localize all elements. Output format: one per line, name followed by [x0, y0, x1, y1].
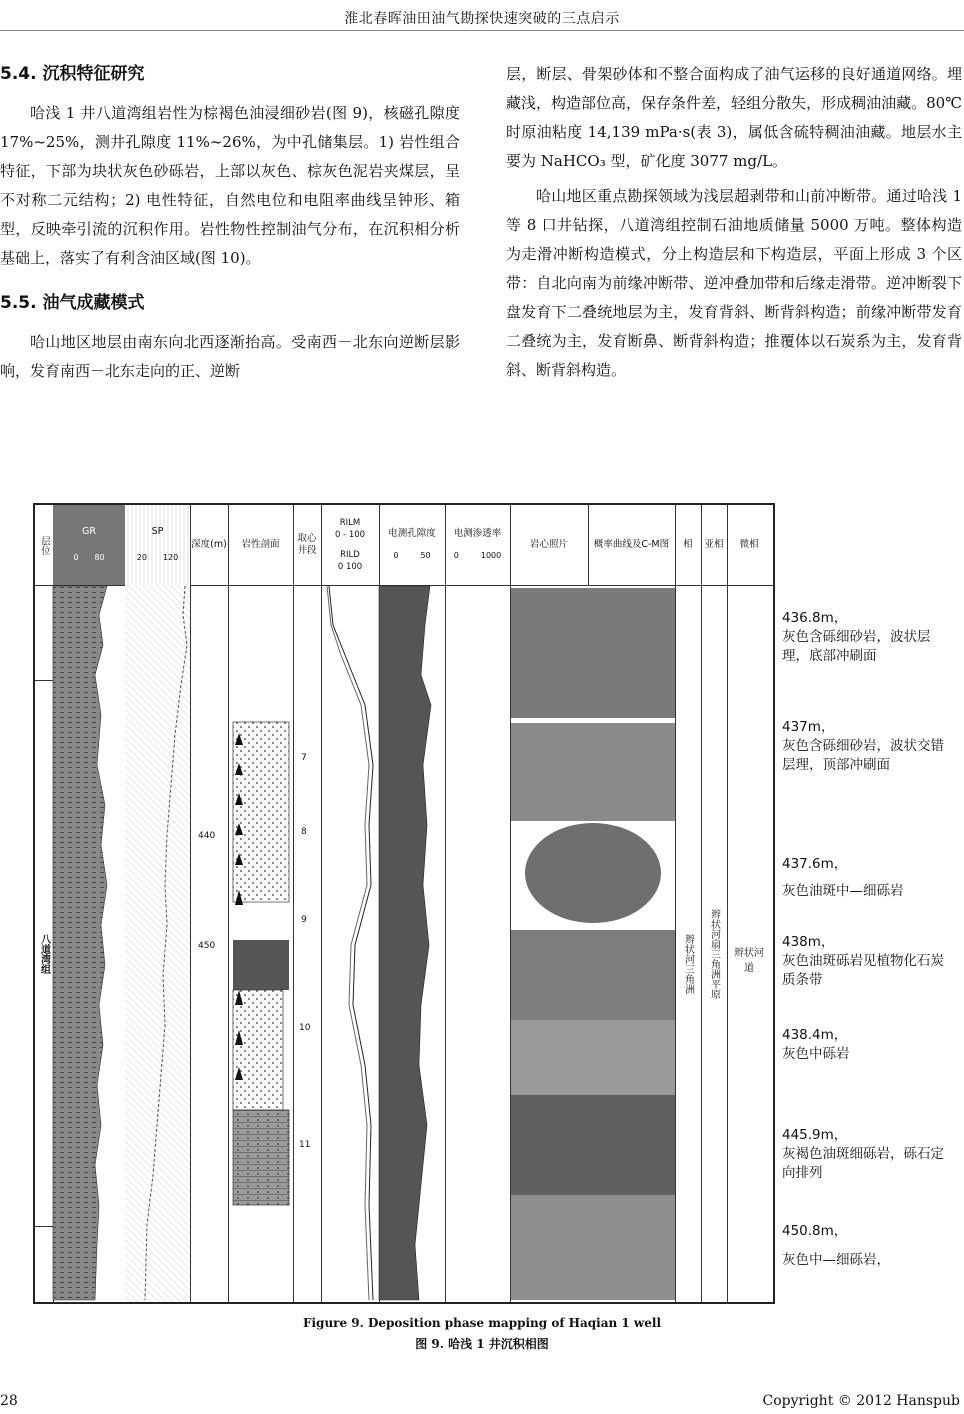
annotation-2-depth: 437m， [782, 719, 835, 735]
header-core-interval: 取心井段 [293, 505, 322, 585]
page-number: 28 [0, 1393, 18, 1409]
copyright: Copyright © 2012 Hanspub [762, 1393, 960, 1409]
core-section-10: 10 [299, 1023, 311, 1033]
annotation-6 [782, 1126, 952, 1183]
lithology-mudstone [233, 940, 289, 990]
core-section-11: 11 [299, 1140, 311, 1150]
annotation-6-depth: 445.9m， [782, 1127, 848, 1143]
core-section-8: 8 [301, 827, 307, 837]
annotation-3 [782, 855, 952, 901]
annotation-7-desc: 灰色中—细砾岩， [782, 1252, 890, 1268]
annotation-3-depth: 437.6m， [782, 856, 848, 872]
figure-9 [33, 503, 775, 1304]
lithology-conglomerate [233, 990, 283, 1110]
annotation-4-desc: 灰色油斑砾岩见植物化石炭质条带 [782, 953, 944, 988]
annotation-3-desc: 灰色油斑中—细砾岩 [782, 883, 904, 899]
lithology-sandstone [233, 722, 289, 902]
section-5-4-paragraph: 哈浅 1 井八道湾组岩性为棕褐色油浸细砂岩(图 9)，核磁孔隙度 17%~25%，测井孔隙度 11%~26%，为中孔储集层。1) 岩性组合特征，下部为块状灰色砂砾岩，上部以灰色、棕灰色泥岩夹煤层，呈不对称二元结构；2) 电性特征，自然电位和电阻率曲线呈钟形、箱型，反映牵引流的沉积作用。岩性物性控制油气分布，在沉积相分析基础上，落实了有利含油区域(图 10)。 [0, 104, 460, 267]
core-photos [511, 588, 675, 1300]
lithology-siltstone [233, 1110, 289, 1205]
header-resistivity: RILM 0 - 100 RILD 0 100 [321, 505, 380, 585]
depth-tick-450: 450 [198, 941, 216, 951]
right-paragraph-1: 层，断层、骨架砂体和不整合面构成了油气运移的良好通道网络。埋藏浅，构造部位高，保存条件差，轻组分散失，形成稠油油藏。80℃时原油粘度 14,139 mPa·s(表 3)，属低含硫特稠油油藏。地层水主要为 NaHCO₃ 型，矿化度 3077 mg/L。 [506, 65, 962, 170]
annotation-7 [782, 1222, 952, 1270]
running-header: 淮北春晖油田油气勘探快速突破的三点启示 [344, 11, 620, 27]
header-permeability: 电测渗透率 0 1000 [445, 505, 511, 585]
header-lithology: 岩性剖面 [228, 505, 294, 585]
facies-label: 辫状河三角洲 [682, 933, 694, 994]
well-log-graphics [35, 505, 773, 1302]
core-section-7: 7 [301, 753, 307, 763]
annotation-6-desc: 灰褐色油斑细砾岩，砾石定向排列 [782, 1146, 944, 1181]
left-column [0, 52, 460, 386]
rild-curve [327, 586, 369, 1300]
header-sp: SP 20 120 [125, 505, 191, 585]
section-5-5-title: 5.5. 油气成藏模式 [0, 293, 145, 313]
header-rule [0, 30, 964, 31]
core-section-9: 9 [301, 915, 307, 925]
annotation-1-desc: 灰色含砾细砂岩，波状层理，底部冲刷面 [782, 629, 931, 664]
annotation-1 [782, 609, 952, 666]
header-facies: 相 [675, 505, 702, 585]
annotation-2-desc: 灰色含砾细砂岩，波状交错层理，顶部冲刷面 [782, 738, 944, 773]
annotation-5-depth: 438.4m， [782, 1027, 848, 1043]
porosity-curve [379, 586, 431, 1300]
figure-caption-cn: 图 9. 哈浅 1 井沉积相图 [415, 1337, 549, 1351]
subfacies-label: 辫状河扇三角洲平原 [708, 908, 720, 999]
annotation-4 [782, 933, 952, 990]
annotation-4-depth: 438m， [782, 934, 835, 950]
annotation-2 [782, 718, 952, 775]
right-column [506, 60, 962, 385]
sp-curve [145, 586, 187, 1300]
annotation-5 [782, 1026, 952, 1064]
header-layer: 层位 [35, 505, 54, 585]
microfacies-label: 辫状河道 [734, 947, 764, 974]
depth-tick-440: 440 [198, 831, 216, 841]
annotation-1-depth: 436.8m， [782, 610, 848, 626]
header-probability: 概率曲线及C-M图 [588, 505, 676, 585]
header-depth: 深度(m) [190, 505, 229, 585]
header-gr: GR 0 80 [53, 505, 126, 585]
header-porosity: 电测孔隙度 0 50 [379, 505, 446, 585]
gr-curve [53, 586, 107, 1300]
header-core-photo: 岩心照片 [510, 505, 589, 585]
annotation-5-desc: 灰色中砾岩 [782, 1046, 850, 1062]
annotation-7-depth: 450.8m， [782, 1223, 848, 1239]
header-microfacies: 微相 [739, 539, 759, 550]
section-5-4-title: 5.4. 沉积特征研究 [0, 64, 145, 84]
figure-caption-en: Figure 9. Deposition phase mapping of Haqian 1 well [302, 1316, 662, 1330]
rilm-curve [329, 586, 373, 1300]
right-paragraph-2: 哈山地区重点勘探领域为浅层超剥带和山前冲断带。通过哈浅 1 等 8 口井钻探，八道湾组控制石油地质储量 5000 万吨。整体构造为走滑冲断构造模式，分上构造层和下构造层，平面上形成 3 个区带：自北向南为前缘冲断带、逆冲叠加带和后缘走滑带。逆冲断裂下盘发育下二叠统地层为主，发育背斜、断背斜构造；前缘冲断带发育二叠统为主，发育断鼻、断背斜构造；推覆体以石炭系为主，发育背斜、断背斜构造。 [506, 187, 962, 379]
section-5-5-paragraph: 哈山地区地层由南东向北西逐渐抬高。受南西－北东向逆断层影响，发育南西－北东走向的正、逆断 [0, 333, 460, 380]
formation-label: 八道湾组 [38, 933, 50, 974]
header-subfacies: 亚相 [701, 505, 728, 585]
